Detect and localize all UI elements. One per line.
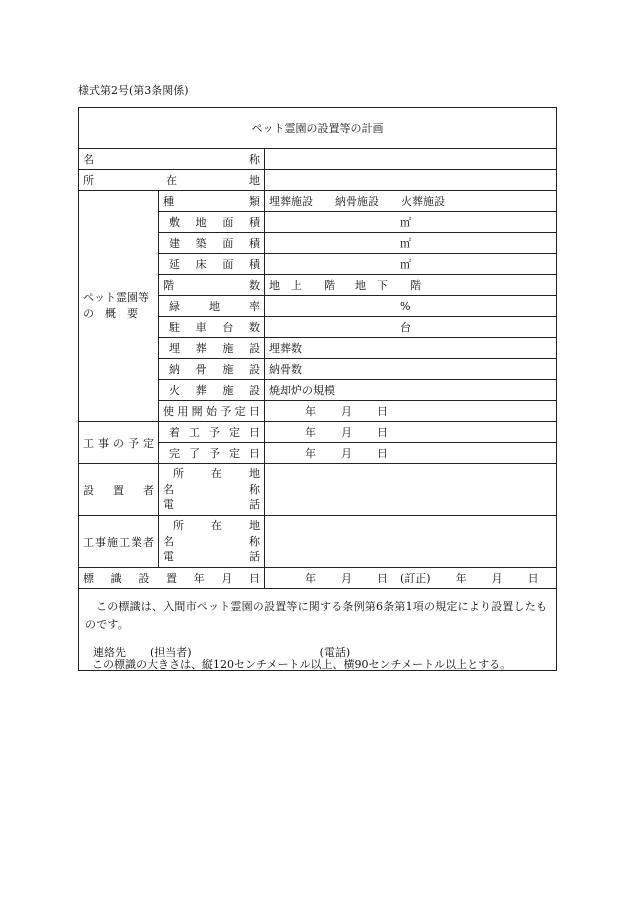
- name-value[interactable]: [265, 149, 557, 170]
- overview-group-label: ペット霊園等 の 概 要: [79, 191, 159, 422]
- name-row: [79, 149, 557, 170]
- contractor-label: 工事施工業者: [79, 516, 159, 568]
- green-value[interactable]: %: [265, 296, 557, 317]
- floor-area-value[interactable]: ㎡: [265, 254, 557, 275]
- site-area-label: 敷地面積: [159, 212, 265, 233]
- contractor-value[interactable]: [265, 516, 557, 568]
- floors-label: 階数: [159, 275, 265, 296]
- sign-date-value[interactable]: 年 月 日 (訂正) 年 月 日: [265, 568, 557, 589]
- building-area-label: 建築面積: [159, 233, 265, 254]
- construction-group-label: 工事の予定: [79, 422, 159, 464]
- floors-value[interactable]: 地 上 階 地 下 階: [265, 275, 557, 296]
- floor-area-label: 延床面積: [159, 254, 265, 275]
- burial-value[interactable]: 埋葬数: [265, 338, 557, 359]
- start-date-label: 使用開始予定日: [159, 401, 265, 422]
- type-label: 種類: [159, 191, 265, 212]
- begin-label: 着工予定日: [159, 422, 265, 443]
- location-label: 所在地: [79, 170, 265, 191]
- sign-date-label: 標識設置年月日: [79, 568, 265, 589]
- type-value[interactable]: 埋葬施設 納骨施設 火葬施設: [265, 191, 557, 212]
- form-number: 様式第2号(第3条関係): [78, 84, 189, 97]
- installer-value[interactable]: [265, 464, 557, 516]
- start-date-value[interactable]: 年 月 日: [265, 401, 557, 422]
- green-label: 緑地率: [159, 296, 265, 317]
- finish-value[interactable]: 年 月 日: [265, 443, 557, 464]
- type-row: [79, 191, 557, 212]
- form-title: ペット霊園の設置等の計画: [79, 108, 557, 149]
- parking-value[interactable]: 台: [265, 317, 557, 338]
- plan-table: [78, 107, 557, 671]
- size-footnote: この標識の大きさは、縦120センチメートル以上、横90センチメートル以上とする。: [92, 658, 512, 671]
- burial-label: 埋葬施設: [159, 338, 265, 359]
- ossuary-label: 納骨施設: [159, 359, 265, 380]
- installer-sublabels: 所在地 名称 電話: [159, 464, 265, 516]
- ossuary-value[interactable]: 納骨数: [265, 359, 557, 380]
- crematory-value[interactable]: 焼却炉の規模: [265, 380, 557, 401]
- begin-row: [79, 422, 557, 443]
- contractor-sublabels: 所在地 名称 電話: [159, 516, 265, 568]
- site-area-value[interactable]: ㎡: [265, 212, 557, 233]
- location-value[interactable]: [265, 170, 557, 191]
- crematory-label: 火葬施設: [159, 380, 265, 401]
- installer-row: [79, 464, 557, 516]
- notice-text: この標識は、入間市ペット霊園の設置等に関する条例第6条第1項の規定により設置したものです。: [85, 600, 548, 631]
- location-row: [79, 170, 557, 191]
- contractor-row: [79, 516, 557, 568]
- installer-label: 設置者: [79, 464, 159, 516]
- building-area-value[interactable]: ㎡: [265, 233, 557, 254]
- contact-line: 連絡先 (担当者) (電話): [93, 646, 351, 659]
- sign-date-row: [79, 568, 557, 589]
- parking-label: 駐車台数: [159, 317, 265, 338]
- title-row: [79, 108, 557, 149]
- finish-label: 完了予定日: [159, 443, 265, 464]
- name-label: 名称: [79, 149, 265, 170]
- begin-value[interactable]: 年 月 日: [265, 422, 557, 443]
